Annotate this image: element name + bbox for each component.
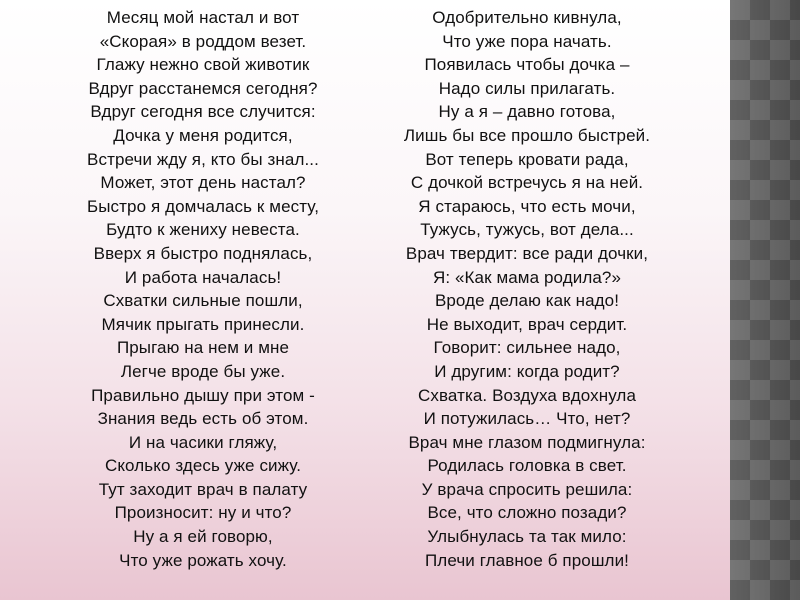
poem-line: Дочка у меня родится,: [113, 125, 293, 145]
poem-line: Вдруг расстанемся сегодня?: [88, 78, 318, 98]
poem-line: Я: «Как мама родила?»: [432, 267, 622, 287]
poem-line: Появилась чтобы дочка –: [424, 55, 630, 75]
poem-line: Тут заходит врач в палату: [98, 479, 308, 499]
poem-line: У врача спросить решила:: [421, 479, 633, 499]
poem-line: Врач мне глазом подмигнула:: [408, 432, 646, 452]
poem-line: Схватки сильные пошли,: [103, 291, 303, 311]
poem-line: Вдруг сегодня все случится:: [90, 102, 316, 122]
poem-line: Одобрительно кивнула,: [432, 8, 622, 27]
poem-line: Все, что сложно позади?: [427, 503, 627, 523]
poem-line: Правильно дышу при этом -: [91, 385, 315, 405]
poem-line: Знания ведь есть об этом.: [97, 409, 309, 429]
poem-line: Месяц мой настал и вот: [106, 8, 300, 27]
poem-line: Прыгаю на нем и мне: [116, 338, 290, 358]
poem-line: Глажу нежно свой животик: [96, 55, 310, 75]
poem-line: Улыбнулась та так мило:: [427, 527, 627, 547]
poem-line: Вроде делаю как надо!: [434, 291, 620, 311]
poem-line: Надо силы прилагать.: [438, 78, 616, 98]
poem-line: Вверх я быстро поднялась,: [93, 243, 313, 263]
poem-line: Тужусь, тужусь, вот дела...: [420, 220, 634, 240]
poem-line: Быстро я домчалась к месту,: [86, 196, 320, 216]
poem-line: Говорит: сильнее надо,: [433, 338, 621, 358]
poem-line: Я стараюсь, что есть мочи,: [418, 196, 636, 216]
decorative-side-strip: [730, 0, 800, 600]
poem-line: Схватка. Воздуха вдохнула: [417, 385, 637, 405]
poem-line: И потужилась… Что, нет?: [423, 409, 631, 429]
poem-line: Произносит: ну и что?: [114, 503, 292, 523]
poem-column-right: [362, 6, 692, 572]
poem-line: Ну а я – давно готова,: [438, 102, 616, 122]
poem-line: Будто к жениху невеста.: [106, 220, 300, 240]
poem-line: Родилась головка в свет.: [427, 456, 627, 476]
poem-line: Врач твердит: все ради дочки,: [405, 243, 649, 263]
poem-line: С дочкой встречусь я на ней.: [410, 173, 644, 193]
poem-line: И другим: когда родит?: [434, 361, 620, 381]
poem-line: «Скорая» в роддом везет.: [99, 31, 307, 51]
poem-line: И на часики гляжу,: [128, 432, 278, 452]
poem-line: Встречи жду я, кто бы знал...: [87, 149, 319, 169]
poem-line: И работа началась!: [124, 267, 282, 287]
poem-line: Лишь бы все прошло быстрей.: [403, 125, 651, 145]
poem-line: Что уже пора начать.: [442, 31, 612, 51]
poem-line: Ну а я ей говорю,: [133, 527, 273, 547]
poem-line: Мячик прыгать принесли.: [101, 314, 305, 334]
poem-line: Плечи главное б прошли!: [424, 550, 629, 570]
poem-line: Что уже рожать хочу.: [119, 550, 287, 570]
poem-line: Вот теперь кровати рада,: [425, 149, 629, 169]
poem-line: Сколько здесь уже сижу.: [104, 456, 302, 476]
poem-line: Не выходит, врач сердит.: [426, 314, 628, 334]
poem-column-left: [38, 6, 368, 572]
poem-line: Может, этот день настал?: [100, 173, 306, 193]
poem-line: Легче вроде бы уже.: [120, 361, 286, 381]
